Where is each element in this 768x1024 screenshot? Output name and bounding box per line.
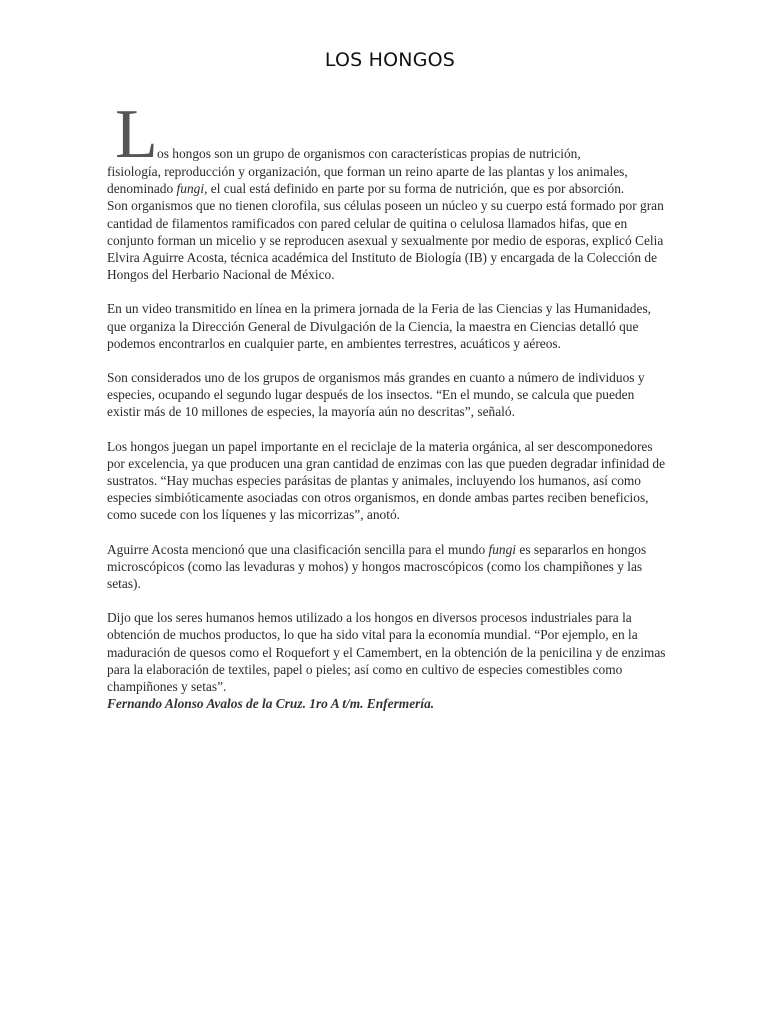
article-body (107, 96, 667, 712)
paragraph-gap (107, 592, 667, 609)
paragraph-1-text-a: fisiología, reproducción y organización, que forman un reino aparte de las plantas y los animales, denominado (107, 164, 628, 197)
paragraph-2: Son organismos que no tienen clorofila, sus células poseen un núcleo y su cuerpo está formado por gran cantidad de filamentos ramificados con pared celular de quitina o celulosa llamados hifas, que en conjunto forman un micelio y se reproducen asexual y sexualmente por medio de esporas, explicó Celia Elvira Aguirre Acosta, técnica académica del Instituto de Biología (IB) y encargada de la Colección de Hongos del Herbario Nacional de México. (107, 198, 664, 283)
paragraph-1 (107, 163, 667, 197)
paragraph-4: Son considerados uno de los grupos de organismos más grandes en cuanto a número de individuos y especies, ocupando el segundo lugar después de los insectos. “En el mundo, se calcula que pueden existir más de 10 millones de especies, la mayoría aún no descritas”, señaló. (107, 370, 645, 420)
paragraph-6-text-a: Aguirre Acosta mencionó que una clasificación sencilla para el mundo (107, 541, 489, 557)
paragraph-3: En un video transmitido en línea en la primera jornada de la Feria de las Ciencias y las Humanidades, que organiza la Dirección General de Divulgación de la Ciencia, la maestra en Ciencias detalló que podemos encontrarlos en cualquier parte, en ambientes terrestres, acuáticos y aéreos. (107, 301, 652, 351)
paragraph-7: Dijo que los seres humanos hemos utilizado a los hongos en diversos procesos industriales para la obtención de muchos productos, lo que ha sido vital para la economía mundial. “Por ejemplo, en la maduración de quesos como el Roquefort y el Camembert, en la obtención de la penicilina y de enzimas para la elaboración de textiles, papel o pieles; así como en cultivo de especies comestibles como champiñones y setas”. (107, 610, 666, 695)
paragraph-6-text-b: es separarlos en hongos microscópicos (como las levaduras y mohos) y hongos macroscópicos (como los champiñones y las setas). (107, 541, 647, 592)
paragraph-gap (107, 352, 667, 369)
paragraph-gap (107, 283, 667, 300)
page-title: LOS HONGOS (324, 49, 456, 71)
fungi-term: fungi (488, 541, 517, 557)
paragraph-gap (107, 421, 667, 438)
first-line (107, 96, 667, 173)
paragraph-gap (107, 524, 667, 541)
first-line-text: os hongos son un grupo de organismos con características propias de nutrición, (157, 146, 581, 161)
paragraph-5: Los hongos juegan un papel importante en el reciclaje de la materia orgánica, al ser descomponedores por excelencia, ya que producen una gran cantidad de enzimas con las que pueden degradar infinidad de sustratos. “Hay muchas especies parásitas de plantas y animales, incluyendo los humanos, así como especies simbióticamente asociadas con otros organismos, en donde ambas partes reciben beneficios, como sucede con los líquenes y las micorrizas”, anotó. (107, 438, 666, 523)
author-signature: Fernando Alonso Avalos de la Cruz. 1ro A t/m. Enfermería. (107, 696, 435, 712)
paragraph-6 (107, 541, 667, 593)
drop-cap: L (115, 96, 158, 173)
paragraph-1-text-b: , el cual está definido en parte por su forma de nutrición, que es por absorción. (204, 181, 625, 197)
fungi-term: fungi (176, 181, 205, 197)
